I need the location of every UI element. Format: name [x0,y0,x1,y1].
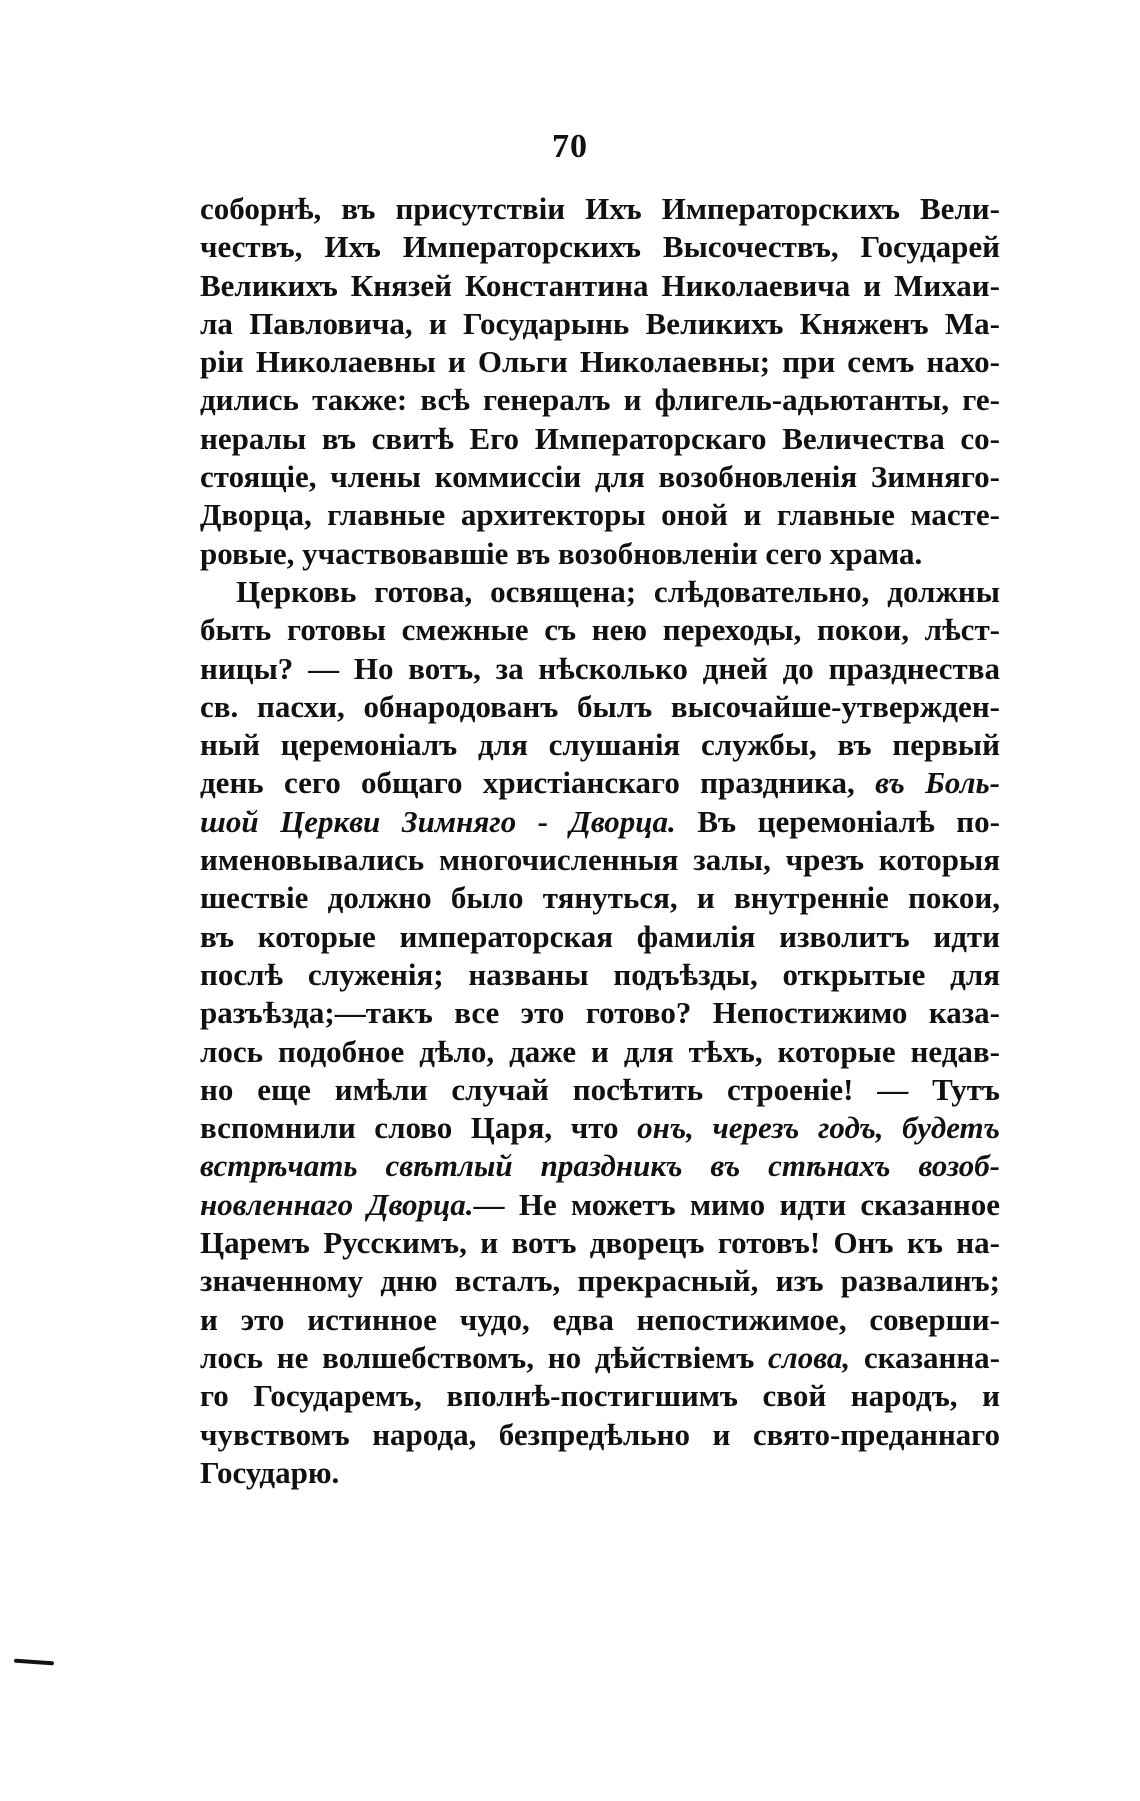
italic-span: встрѣчать свѣтлый праздникъ въ стѣнахъ возоб- [200,1148,1000,1184]
text-span: — Не можетъ мимо идти сказанное [473,1186,1000,1222]
text-span: лось не волшебствомъ, но дѣйствіемъ [200,1339,769,1375]
text-line: ріи Николаевны и Ольги Николаевны; при семъ нахо- [200,344,1000,380]
text-line: и это истинное чудо, едва непостижимое, соверши- [200,1301,1000,1337]
text-line: послѣ служенія; названы подъѣзды, открытые для [200,956,1000,992]
italic-span: слова, [768,1339,851,1375]
text-line: значенному дню всталъ, прекрасный, изъ развалинъ; [200,1263,1000,1299]
text-line: дились также: всѣ генералъ и флигель-адьютанты, ге- [200,382,1000,418]
italic-span: новленнаго Дворца. [200,1186,474,1222]
margin-mark [14,1659,54,1666]
text-line: Дворца, главные архитекторы оной и главные масте- [200,497,1000,533]
text-line: быть готовы смежные съ нею переходы, покои, лѣст- [200,612,1000,648]
italic-span: въ Боль- [875,765,1000,801]
text-span: день сего общаго христіанскаго праздника, [200,765,876,801]
text-span: сказанна- [850,1339,1000,1375]
text-line [200,1186,1000,1224]
text-line: св. пасхи, обнародованъ былъ высочайше-утвержден- [200,688,1000,724]
text-line: стоящіе, члены коммиссіи для возобновленія Зимняго- [200,459,1000,495]
text-line: разъѣзда;—такъ все это готово? Непостижимо каза- [200,995,1000,1031]
text-line: именовывались многочисленныя залы, чрезъ которыя [200,842,1000,878]
text-line: Церковь готова, освящена; слѣдовательно, должны [236,573,1000,609]
italic-span: онъ, черезъ годъ, будетъ [637,1110,1000,1146]
text-line: ный церемоніалъ для слушанія службы, въ первый [200,727,1000,763]
page-number: 70 [552,128,588,165]
text-line [200,1339,1000,1377]
text-span: Въ церемоніалѣ по- [675,803,1000,839]
text-line: шествіе должно было тянуться, и внутренніе покои, [200,880,1000,916]
text-line: го Государемъ, вполнѣ-постигшимъ свой народъ, и [200,1378,1000,1414]
text-line: ла Павловича, и Государынь Великихъ Княженъ Ма- [200,305,1000,341]
text-line: Государю. [200,1454,340,1490]
text-line [200,1147,1000,1185]
text-line: нералы въ свитѣ Его Императорскаго Величества со- [200,420,1000,456]
text-line: соборнѣ, въ присутствіи Ихъ Императорскихъ Вели- [200,191,1000,226]
text-line: ницы? — Но вотъ, за нѣсколько дней до празднества [200,650,1000,686]
text-span: вспомнили слово Царя, что [200,1110,638,1146]
italic-span: шой Церкви Зимняго - Дворца. [200,803,676,839]
text-line: чествъ, Ихъ Императорскихъ Высочествъ, Государей [200,229,1000,265]
text-line: Царемъ Русскимъ, и вотъ дворецъ готовъ! Онъ къ на- [200,1225,1000,1261]
text-line: въ которые императорская фамилія изволитъ идти [200,918,1000,954]
text-line [200,1109,1000,1147]
text-line: чувствомъ народа, безпредѣльно и свято-преданнаго [200,1416,1000,1452]
body-text [200,190,1000,1492]
text-line: лось подобное дѣло, даже и для тѣхъ, которые недав- [200,1033,1000,1069]
text-line [200,764,1000,802]
text-line: но еще имѣли случай посѣтить строеніе! — Тутъ [200,1071,1000,1107]
text-line: ровые, участвовавшіе въ возобновленіи сего храма. [200,535,923,571]
text-line: Великихъ Князей Константина Николаевича и Михаи- [200,267,1000,303]
text-line [200,803,1000,841]
